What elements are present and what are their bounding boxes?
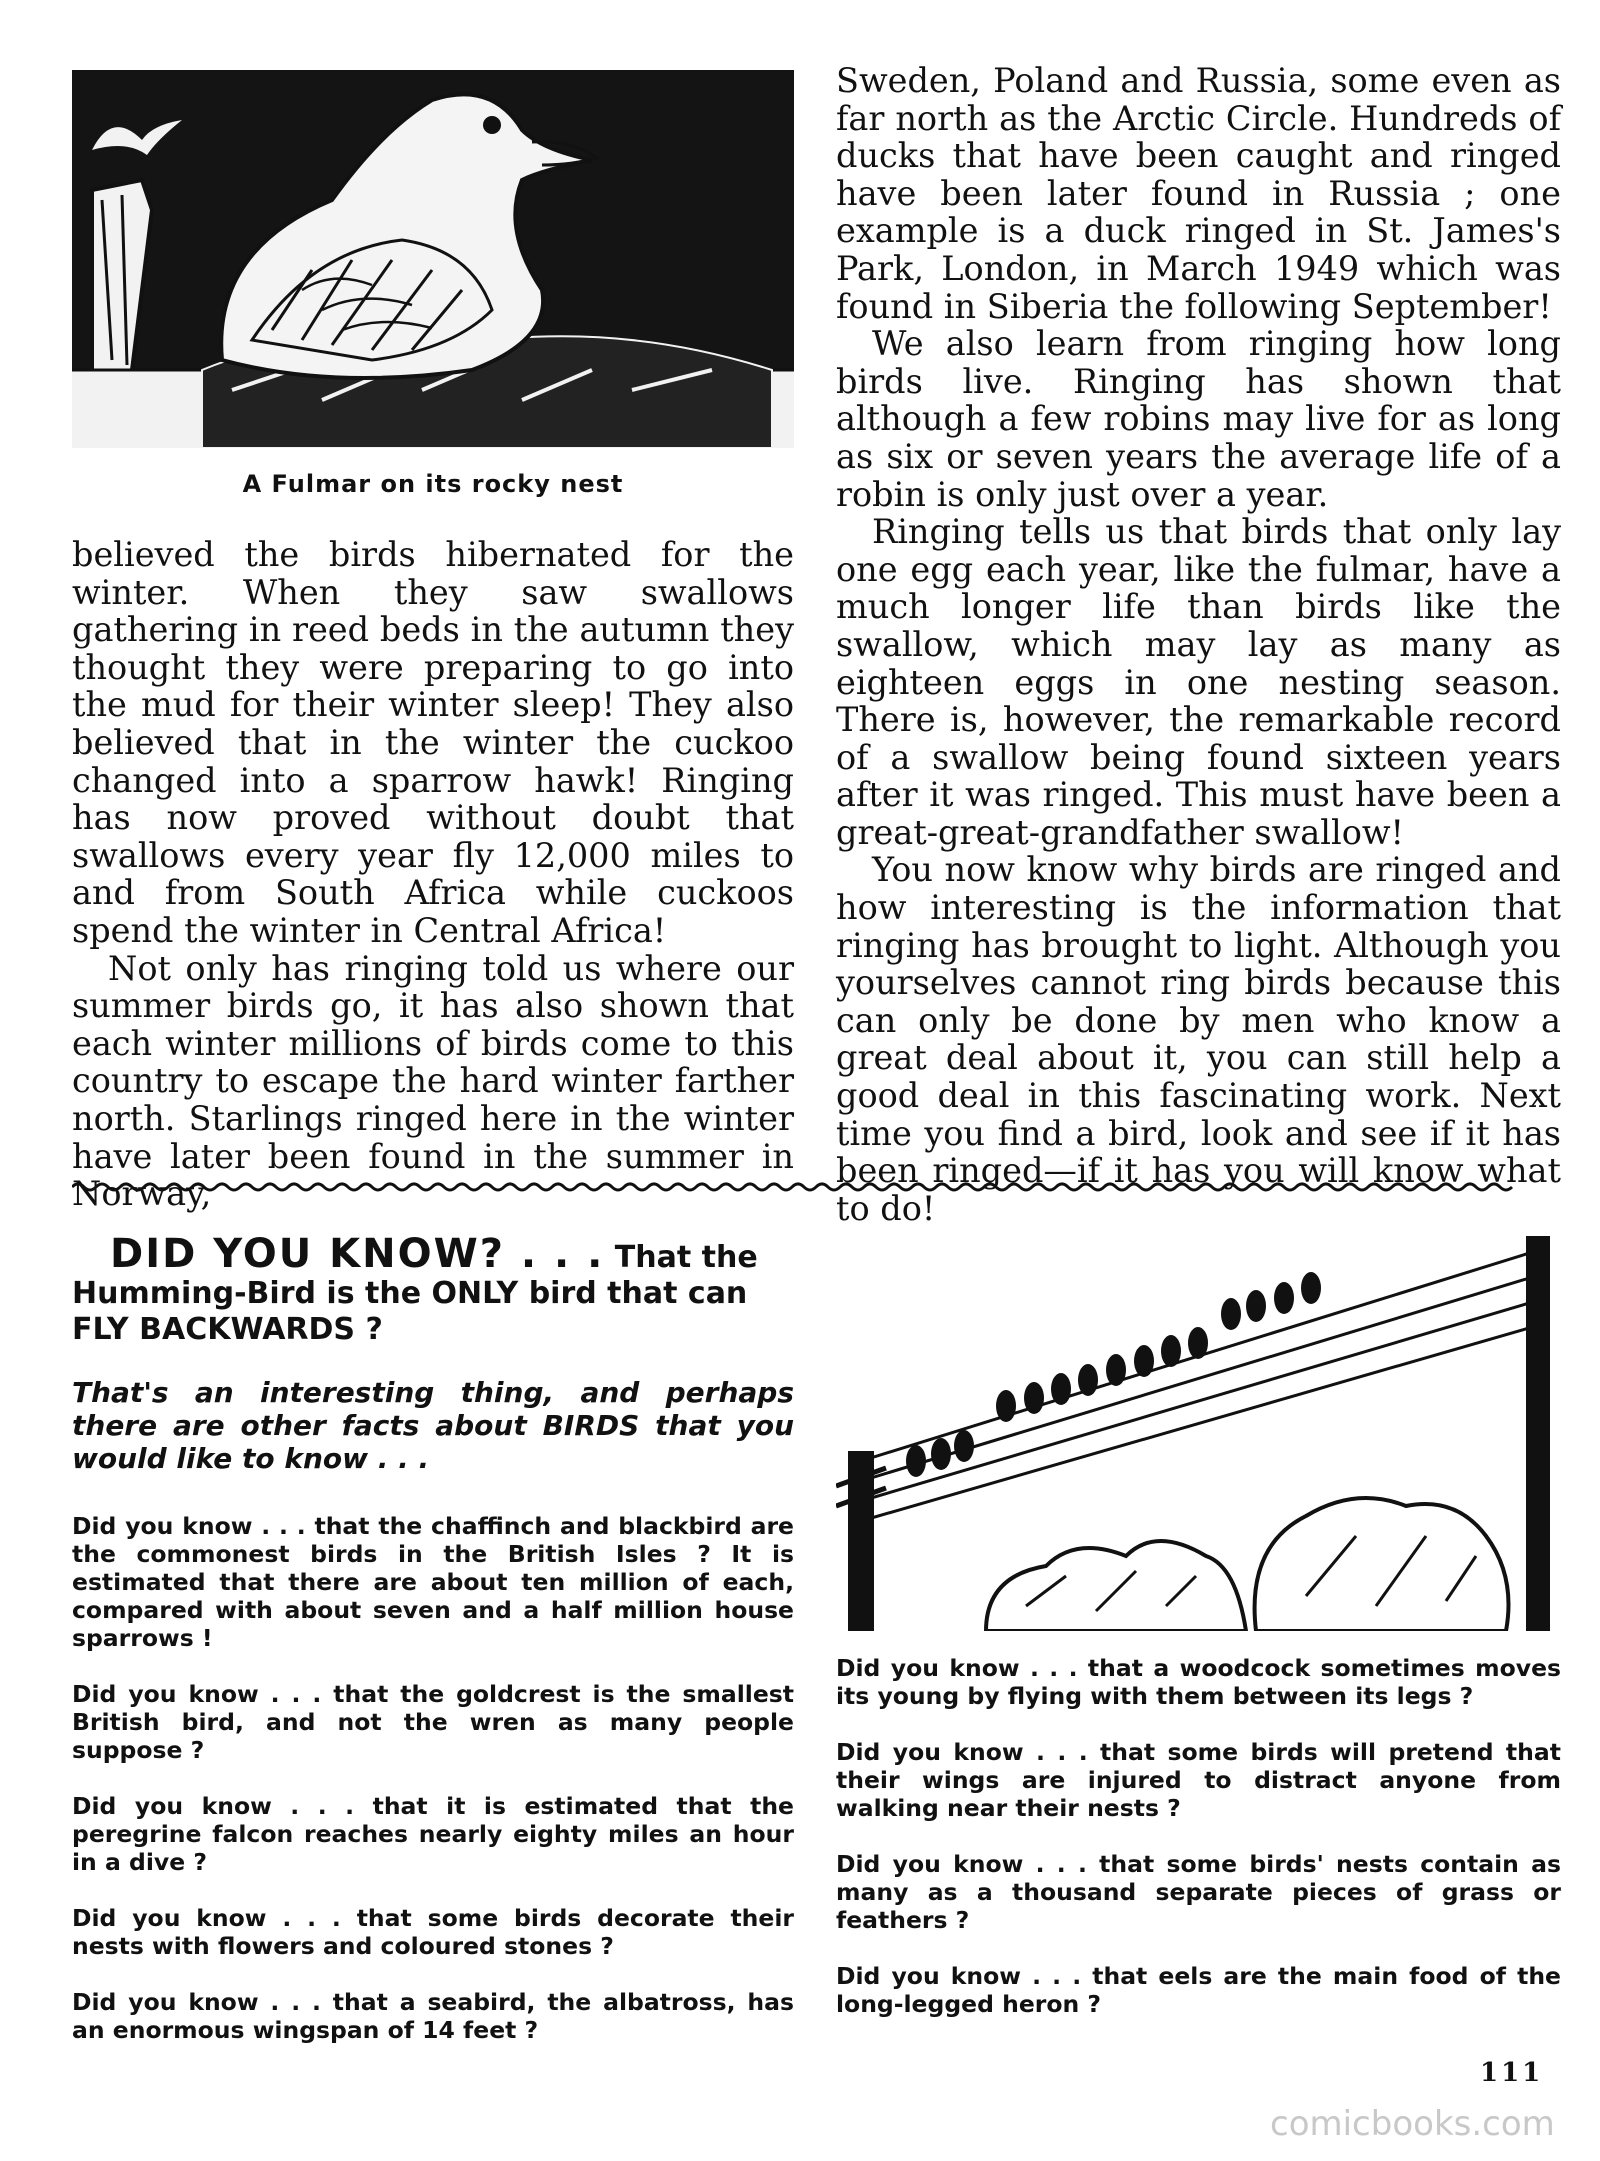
page-number: 111 — [1480, 2058, 1544, 2088]
fulmar-illustration — [72, 70, 794, 448]
right-paragraph-1: Sweden, Poland and Russia, some even as far north as the Arctic Circle. Hundreds of ducks that have been caught and ringed have been later found in Russia ; one example is a duck ringed in St. James's Park, London, in March 1949 which was found in Siberia the following September! — [836, 61, 1561, 326]
fact-item: Did you know . . . that a woodcock sometimes moves its young by flying with them between its legs ? — [836, 1654, 1561, 1710]
left-paragraph-2: Not only has ringing told us where our summer birds go, it has also shown that each winter millions of birds come to this country to escape the hard winter farther north. Starlings ringed here in the winter have later been found in the summer in Norway, — [72, 948, 794, 1214]
wavy-divider — [72, 1178, 1562, 1196]
right-paragraph-4: You now know why birds are ringed and how interesting is the information that ringing has brought to light. Although you yourselves cannot ring birds because this can only be done by men who know a great deal about it, you can still help a good deal in this fascinating work. Next time you find a bird, look and see if it has been ringed—if it has you will know what to do! — [836, 850, 1561, 1228]
fact-item: Did you know . . . that a seabird, the albatross, has an enormous wingspan of 14 feet ? — [72, 1988, 794, 2044]
fact-item: Did you know . . . that the chaffinch and blackbird are the commonest birds in the British Isles ? It is estimated that there are about ten million of each, compared with about seven and a half million house sparrows ! — [72, 1512, 794, 1652]
fact-item: Did you know . . . that some birds' nests contain as many as a thousand separate pieces of grass or feathers ? — [836, 1850, 1561, 1934]
left-paragraph-1: believed the birds hibernated for the winter. When they saw swallows gathering in reed beds in the autumn they thought they were preparing to go into the mud for their winter sleep! They also believed that in the winter the cuckoo changed into a sparrow hawk! Ringing has now proved without doubt that swallows every year fly 12,000 miles to and from South Africa while cuckoos spend the winter in Central Africa! — [72, 535, 794, 950]
did-you-know-heading-rest: That the Humming-Bird is the ONLY bird that can FLY BACKWARDS ? — [72, 1240, 758, 1347]
fact-item: Did you know . . . that eels are the main food of the long-legged heron ? — [836, 1962, 1561, 2018]
fact-item: Did you know . . . that it is estimated that the peregrine falcon reaches nearly eighty miles an hour in a dive ? — [72, 1792, 794, 1876]
fact-item: Did you know . . . that the goldcrest is the smallest British bird, and not the wren as many people suppose ? — [72, 1680, 794, 1764]
right-paragraph-3: Ringing tells us that birds that only lay one egg each year, like the fulmar, have a much longer life than birds like the swallow, which may lay as many as eighteen eggs in one nesting season. There is, however, the remarkable record of a swallow being found sixteen years after it was ringed. This must have been a great-great-grandfather swallow! — [836, 512, 1561, 852]
right-column-text — [836, 62, 1561, 1227]
did-you-know-intro: That's an interesting thing, and perhaps there are other facts about BIRDS that you would like to know . . . — [72, 1376, 794, 1475]
fact-item: Did you know . . . that some birds will pretend that their wings are injured to distract anyone from walking near their nests ? — [836, 1738, 1561, 1822]
fulmar-caption: A Fulmar on its rocky nest — [242, 470, 624, 498]
facts-right-list — [836, 1654, 1561, 2046]
fact-item: Did you know . . . that some birds decorate their nests with flowers and coloured stones ? — [72, 1904, 794, 1960]
left-column-text — [72, 536, 794, 1213]
did-you-know-heading — [72, 1231, 794, 1348]
facts-left-list — [72, 1512, 794, 2072]
did-you-know-heading-big: DID YOU KNOW? . . . — [110, 1231, 605, 1277]
right-paragraph-2: We also learn from ringing how long birds live. Ringing has shown that although a few robins may live for as long as six or seven years the average life of a robin is only just over a year. — [836, 324, 1561, 514]
watermark: comicbooks.com — [1270, 2104, 1555, 2144]
birds-on-wire-illustration — [836, 1236, 1561, 1631]
